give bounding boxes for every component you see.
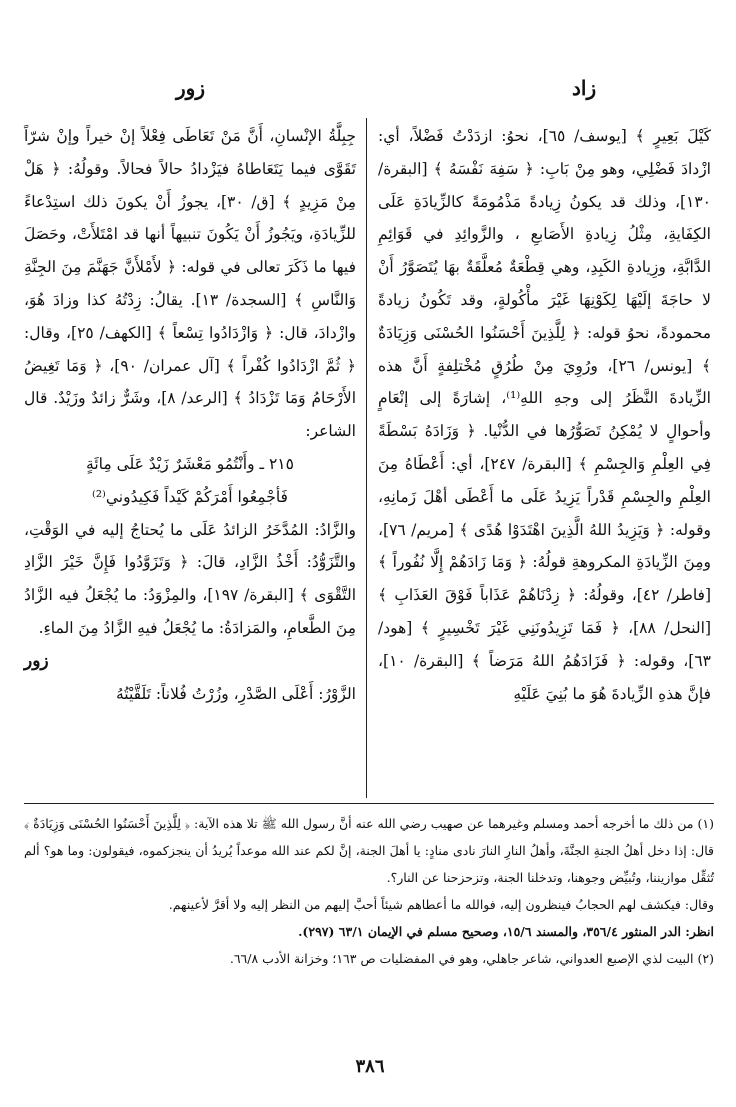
right-column [378, 120, 711, 710]
page-number: ٣٨٦ [355, 1056, 385, 1077]
running-head-left: زور [176, 76, 205, 100]
footnote-1-references: انظر: الدر المنثور ٣٥٦/٤، والمسند ١٥/٦، وصحيح مسلم في الإيمان ٦٣/١ (٢٩٧). [298, 924, 714, 939]
left-column-text: جِبِلَّةُ الإنْسانِ، أَنَّ مَنْ تَعَاطَى فِعْلاً إنْ خيراً وإنْ شرّاً تَقَوَّى فيما يَتَعَاطاهُ فيَزْدادُ حالاً فحالاً. وقولُهُ: ﴿ هَلْ مِنْ مَزِيدٍ ﴾ [ق/ ٣٠]، يجوزُ أَنْ يكونَ ذلك استِدْعاءً للزِّيادَةِ، ويَجُوزُ أَنْ يَكُونَ تنبيهاً أنها قد امْتَلأَتْ، وحَصَلَ فيها ما ذَكَرَ تعالى في قوله: ﴿ لأَمْلأَنَّ جَهَنَّمَ مِنَ الجِنَّةِ وَالنَّاسِ ﴾ [السجدة/ ١٣]. يقالُ: زِدْتُهُ كذا وزادَ هُوَ، وازْدادَ، قال: ﴿ وَازْدَادُوا تِسْعاً ﴾ [الكهف/ ٢٥]، وقال: ﴿ ثُمَّ ازْدَادُوا كُفْراً ﴾ [آل عمران/ ٩٠]، ﴿ وَمَا تَغِيضُ الأَرْحَامُ وَمَا تَزْدَادُ ﴾ [الرعد/ ٨]، وشَرٌّ زائدٌ وزَيْدٌ. قال الشاعر: [24, 127, 357, 441]
left-column [24, 120, 356, 710]
footnote-1-continued: وقال: فيكشف لهم الحجابُ فينظرون إليه، فوالله ما أعطاهم شيئاً أحبَّ إليهم من النظر إليه ولا أقرَّ لأعينهم. [168, 897, 714, 912]
poem-line-2: فَأجْمِعُوا أَمْرَكُمْ كَيْداً فَكِيدُوني⁽²⁾ [92, 487, 288, 506]
left-column-last-line: الزَّوْرُ: أَعْلَى الصَّدْرِ، وزُرْتُ فُلاناً: تَلَقَّيْتُهُ [115, 684, 356, 703]
column-divider [366, 118, 367, 798]
footnote-1: (١) من ذلك ما أخرجه أحمد ومسلم وغيرهما عن صهيب رضي الله عنه أنَّ رسول الله ﷺ تلا هذه الآية: ﴿ لِلَّذِينَ أَحْسَنُوا الحُسْنَى وَزِيَادَةٌ ﴾ قال: إذا دخل أهلُ الجنةِ الجنَّةَ، وأهلُ النارِ النارَ نادى منادٍ: يا أهلَ الجنة، إنَّ لكم عند الله موعداً يُريدُ أن ينجزكموه، فيقولون: وما هو؟ ألم تُثقِّل موازيننا، وتُبيِّض وجوهنا، وتدخلنا الجنة، وتزحزحنا عن النار؟. [24, 816, 714, 885]
footnote-2: (٢) البيت لذي الإصبع العدواني، شاعر جاهلي، وهو في المفضليات ص ١٦٣؛ وخزانة الأدب ٦٦/٨. [229, 951, 714, 966]
footnotes [24, 810, 714, 972]
right-column-text: كَيْلَ بَعِيرٍ ﴾ [يوسف/ ٦٥]، نحوُ: ازدَدْتُ فَضْلاً، أي: ازْدادَ فَضْلِي، وهو مِنْ بَابِ: ﴿ سَفِهَ نَفْسَهُ ﴾ [البقرة/ ١٣٠]، وذلك قد يكونُ زِيادةً مَذْمُومَةً كالزِّيادَةِ عَلَى الكِفَايةِ، مِثْلُ زِيادةِ الأَصَابعِ ، والزَّوائِدِ في قَوَائِمِ الدَّابَّةِ، وزِيادةِ الكَبِدِ، وهي قِطْعَةٌ مُعلَّقَةٌ بهَا يُتَصَوَّرُ أَنْ لا حاجَةَ إلَيْهَا لِكَوْنِهَا غَيْرَ مأْكُولةٍ، وقد تَكُونُ زيادةً محمودةً، نحوُ قوله: ﴿ لِلَّذِينَ أَحْسَنُوا الحُسْنَى وَزِيَادَةٌ ﴾ [يونس/ ٢٦]، ورُوِيَ مِنْ طُرُقٍ مُخْتلِفةٍ أَنَّ هذه الزِّيادةَ النَّظَرُ إلى وجهِ اللهِ⁽¹⁾، إشارَةً إلى إنْعَامٍ وأحوالٍ لا يُمْكِنُ تَصَوُّرُها في الدُّنْيا. ﴿ وَزَادَهُ بَسْطَةً فِي العِلْمِ وَالجِسْمِ ﴾ [البقرة/ ٢٤٧]، أي: أَعْطَاهُ مِنَ العِلْمِ والجِسْمِ قَدْراً يَزِيدُ عَلَى ما أَعْطَى أهْلَ زَمانِهِ، وقوله: ﴿ وَيَزِيدُ اللهُ الَّذِينَ اهْتَدَوْا هُدًى ﴾ [مريم/ ٧٦]، ومِنَ الزِّيادَةِ المكروهةِ قولُهُ: ﴿ وَمَا زَادَهُمْ إِلَّا نُفُوراً ﴾ [فاطر/ ٤٢]، وقولُهُ: ﴿ زِدْنَاهُمْ عَذَاباً فَوْقَ العَذَابِ ﴾ [النحل/ ٨٨]، ﴿ فَمَا تَزِيدُونَنِي غَيْرَ تَخْسِيرٍ ﴾ [هود/ ٦٣]، وقوله: ﴿ فَزَادَهُمُ اللهُ مَرَضاً ﴾ [البقرة/ ١٠]، فإنَّ هذهِ الزِّيادةَ هُوَ ما بُنِيَ عَلَيْهِ [378, 127, 712, 703]
poem-line-1: ٢١٥ ـ وأَنْتُمُو مَعْشَرٌ زَيْدٌ عَلَى مِائَةٍ [86, 454, 294, 473]
running-head-right: زاد [572, 76, 597, 100]
left-column-text-after-poem: والزَّادُ: المُدَّخَرُ الزائدُ عَلَى ما يُحتاجُ إليه في الوَقْتِ، والتَّزَوُّدُ: أَخْذُ الزَّادِ، قالَ: ﴿ وَتَزَوَّدُوا فَإِنَّ خَيْرَ الزَّادِ التَّقْوَى ﴾ [البقرة/ ١٩٧]، والمِزْوَدُ: ما يُجْعَلُ فيه الزَّادُ مِنَ الطَّعامِ، والمَزادَةُ: ما يُجْعَلُ فيهِ الزَّادُ مِنَ الماءِ. [24, 520, 356, 637]
footnote-divider [24, 803, 714, 804]
entry-heading: زور [24, 650, 49, 671]
